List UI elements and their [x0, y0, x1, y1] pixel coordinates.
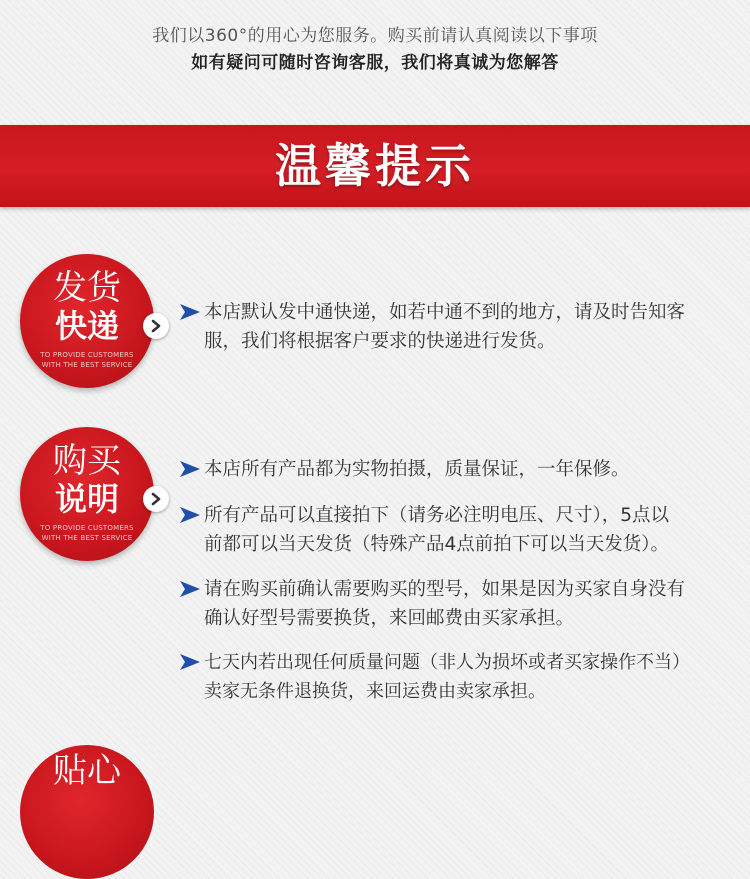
arrow-pointer-icon	[180, 654, 200, 670]
list-item	[180, 501, 740, 561]
badge-english-line2: WITH THE BEST SERVICE	[41, 361, 133, 369]
item-text-line1: 所有产品可以直接拍下（请务必注明电压、尺寸），5点以	[204, 505, 670, 526]
intro-line1: 我们以360°的用心为您服务。购买前请认真阅读以下事项	[152, 26, 598, 46]
item-text-line1: 本店所有产品都为实物拍摄，质量保证，一年保修。	[204, 459, 630, 480]
badge-english-line1: TO PROVIDE CUSTOMERS	[40, 524, 134, 532]
banner-title: 温馨提示	[275, 139, 475, 193]
badge-top-text: 贴心	[53, 751, 121, 791]
badge-english-line1: TO PROVIDE CUSTOMERS	[40, 351, 134, 359]
arrow-pointer-icon	[180, 461, 200, 477]
arrow-pointer-icon	[180, 507, 200, 523]
list-item	[180, 575, 740, 635]
item-text-line1: 本店默认发中通快递，如若中通不到的地方，请及时告知客	[204, 302, 686, 323]
list-item	[180, 298, 740, 358]
item-text-line2: 前都可以当天发货（特殊产品4点前拍下可以当天发货）。	[204, 534, 670, 555]
chevron-right-icon	[143, 486, 169, 512]
badge-top-text: 购买	[53, 441, 121, 481]
badge-bottom-text: 说明	[54, 480, 119, 518]
purchase-badge	[20, 427, 154, 561]
shipping-badge	[20, 254, 154, 388]
intro-line2: 如有疑问可随时咨询客服，我们将真诚为您解答	[191, 53, 559, 73]
badge-english-line2: WITH THE BEST SERVICE	[41, 534, 133, 542]
item-text-line1: 七天内若出现任何质量问题（非人为损坏或者买家操作不当）	[204, 652, 690, 673]
care-badge	[20, 745, 154, 879]
chevron-right-icon	[143, 313, 169, 339]
item-text-line1: 请在购买前确认需要购买的型号，如果是因为买家自身没有	[204, 579, 686, 600]
item-text-line2: 确认好型号需要换货，来回邮费由买家承担。	[204, 608, 575, 629]
arrow-pointer-icon	[180, 304, 200, 320]
item-text-line2: 卖家无条件退换货，来回运费由卖家承担。	[204, 681, 546, 702]
badge-bottom-text: 快递	[54, 307, 119, 345]
item-text-line2: 服，我们将根据客户要求的快递进行发货。	[204, 331, 556, 352]
list-item	[180, 455, 740, 485]
list-item	[180, 648, 748, 708]
badge-top-text: 发货	[53, 268, 121, 308]
arrow-pointer-icon	[180, 581, 200, 597]
notice-banner	[0, 125, 750, 207]
